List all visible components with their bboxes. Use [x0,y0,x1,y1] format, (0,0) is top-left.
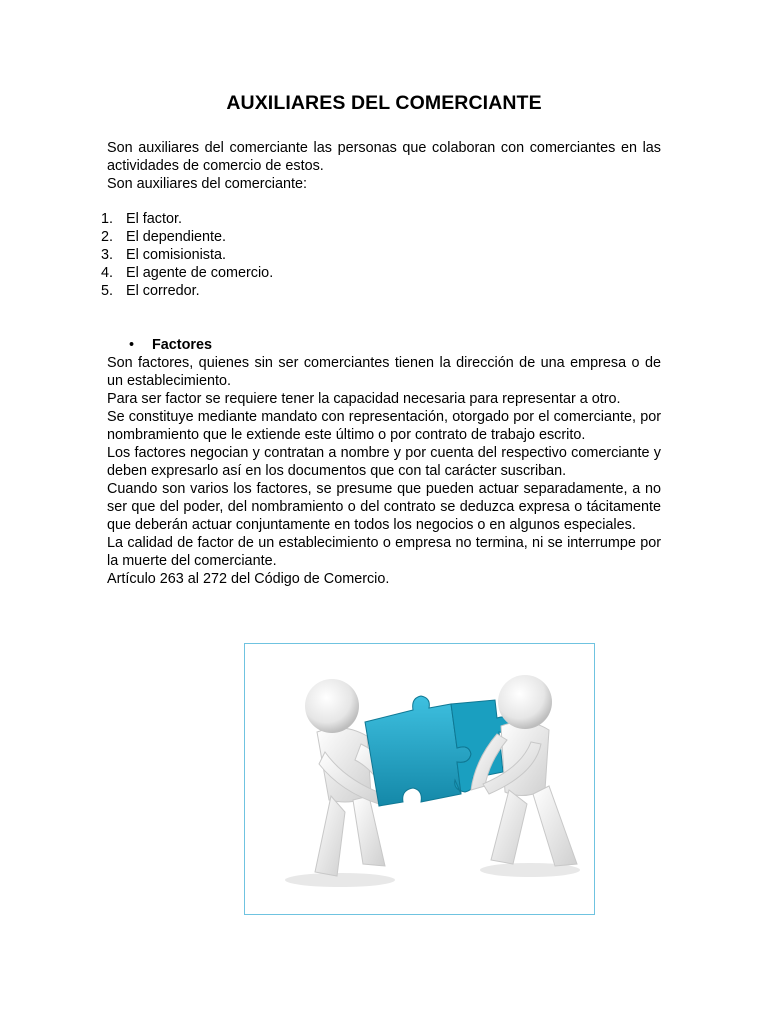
factores-text [107,354,661,588]
intro-text [107,139,661,193]
list-item-text: El dependiente. [126,229,227,245]
section-heading-text: Factores [152,337,212,353]
list-item [101,246,273,264]
list-item-text: El corredor. [126,283,200,299]
list-item-text: El comisionista. [126,247,226,263]
list-number: 4. [101,265,114,281]
puzzle-people-icon [245,644,594,914]
factores-paragraph: Cuando son varios los factores, se presume que pueden actuar separadamente, a no ser que del poder, del nombramiento o del contrato se deduzca expresa o tácitamente que deberán actuar conjuntamente en todos los negocios o en algunos especiales. [107,481,661,533]
factores-paragraph: Se constituye mediante mandato con representación, otorgado por el comerciante, por nombramiento que le extiende este último o por contrato de trabajo escrito. [107,409,661,443]
list-item [101,210,273,228]
bullet-icon: • [129,337,135,353]
list-number: 5. [101,283,114,299]
list-item [101,228,273,246]
factores-paragraph: Artículo 263 al 272 del Código de Comercio. [107,571,390,587]
factores-paragraph: La calidad de factor de un establecimiento o empresa no termina, ni se interrumpe por la muerte del comerciante. [107,535,661,569]
puzzle-illustration [244,643,595,915]
auxiliaries-list [101,210,273,300]
section-heading [129,336,212,354]
factores-paragraph: Los factores negocian y contratan a nombre y por cuenta del respectivo comerciante y deben expresarlo así en los documentos que con tal carácter suscriban. [107,445,661,479]
factores-paragraph: Son factores, quienes sin ser comerciantes tienen la dirección de una empresa o de un establecimiento. [107,355,661,389]
page-title: AUXILIARES DEL COMERCIANTE [226,92,542,114]
list-item-text: El factor. [126,211,182,227]
list-number: 3. [101,247,114,263]
list-number: 1. [101,211,114,227]
factores-paragraph: Para ser factor se requiere tener la capacidad necesaria para representar a otro. [107,391,621,407]
intro-paragraph: Son auxiliares del comerciante las personas que colaboran con comerciantes en las actividades de comercio de estos. [107,140,661,174]
list-item-text: El agente de comercio. [126,265,274,281]
intro-paragraph: Son auxiliares del comerciante: [107,176,307,192]
list-number: 2. [101,229,114,245]
list-item [101,282,273,300]
list-item [101,264,273,282]
